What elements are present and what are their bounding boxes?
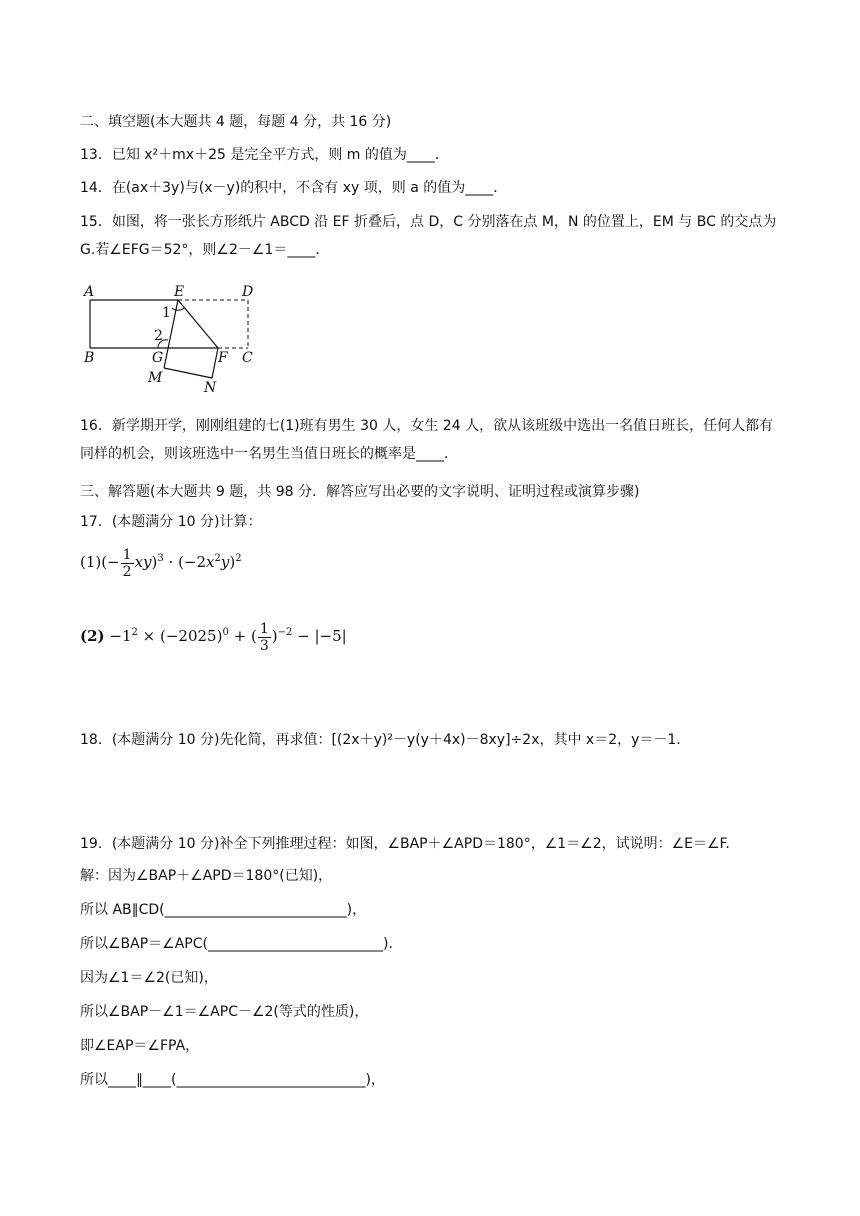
label-E: E	[174, 284, 185, 300]
question-16: 16．新学期开学，刚刚组建的七(1)班有男生 30 人，女生 24 人，欲从该班级中选出一名值日班长，任何人都有同样的机会，则该班选中一名男生当值日班长的概率是____．	[80, 418, 774, 462]
question-13: 13．已知 x²＋mx＋25 是完全平方式，则 m 的值为____．	[80, 147, 449, 163]
label-D: D	[242, 284, 254, 300]
part-label: (1)	[80, 553, 102, 571]
section3-heading: 三、解答题(本大题共 9 题，共 98 分．解答应写出必要的文字说明、证明过程或演算步骤)	[80, 484, 640, 500]
label-2: 2	[154, 328, 163, 344]
angle-1-arc	[172, 308, 184, 310]
q19-step-1: 解：因为∠BAP＋∠APD＝180°(已知)，	[80, 868, 333, 884]
label-G: G	[152, 350, 164, 366]
label-N: N	[204, 380, 217, 396]
q19-step-3: 所以∠BAP＝∠APC(_________________________).	[80, 936, 393, 952]
label-A: A	[84, 284, 95, 300]
part-label: (2)	[80, 627, 105, 645]
question-15: 15．如图，将一张长方形纸片 ABCD 沿 EF 折叠后，点 D，C 分别落在点 M，N 的位置上，EM 与 BC 的交点为 G.若∠EFG＝52°，则∠2－∠1＝____．	[80, 214, 777, 258]
question-17-part-1: (1)(− $\frac{1}{2}$ $xy)^3 \cdot (-2x^2y)^2$	[80, 546, 242, 580]
q19-step-5: 所以∠BAP－∠1＝∠APC－∠2(等式的性质)，	[80, 1004, 369, 1020]
fraction-third: $\frac{1}{3}$	[259, 620, 269, 654]
label-B: B	[84, 350, 95, 366]
question-19: 19．(本题满分 10 分)补全下列推理过程：如图，∠BAP＋∠APD＝180°，∠1＝∠2，试说明：∠E＝∠F.	[80, 836, 730, 852]
label-F: F	[218, 350, 228, 366]
q19-step-4: 因为∠1＝∠2(已知)，	[80, 970, 218, 986]
section2-heading: 二、填空题(本大题共 4 题，每题 4 分，共 16 分)	[80, 114, 392, 130]
question-18: 18．(本题满分 10 分)先化简，再求值：[(2x＋y)²－y(y＋4x)－8xy]÷2x，其中 x＝2，y＝－1.	[80, 732, 681, 748]
q19-step-2: 所以 AB∥CD(__________________________)，	[80, 902, 367, 918]
fold-figure	[78, 280, 268, 396]
q19-step-7: 所以____∥____(___________________________)，	[80, 1072, 385, 1088]
question-14: 14．在(ax＋3y)与(x－y)的积中，不含有 xy 项，则 a 的值为____．	[80, 180, 508, 196]
edge-MN	[164, 368, 212, 378]
question-17-intro: 17．(本题满分 10 分)计算：	[80, 514, 262, 530]
label-1: 1	[162, 305, 171, 321]
label-M: M	[148, 370, 163, 386]
question-17-part-2: $(2) -1^2 \times (-2025)^0$ + ( $\frac{1}{3}$ )$^{-2}$ − |−5|	[80, 620, 347, 654]
label-C: C	[242, 350, 253, 366]
q19-step-6: 即∠EAP＝∠FPA，	[80, 1038, 200, 1054]
fraction-half: $\frac{1}{2}$	[122, 546, 132, 580]
edge-EF	[178, 300, 218, 348]
